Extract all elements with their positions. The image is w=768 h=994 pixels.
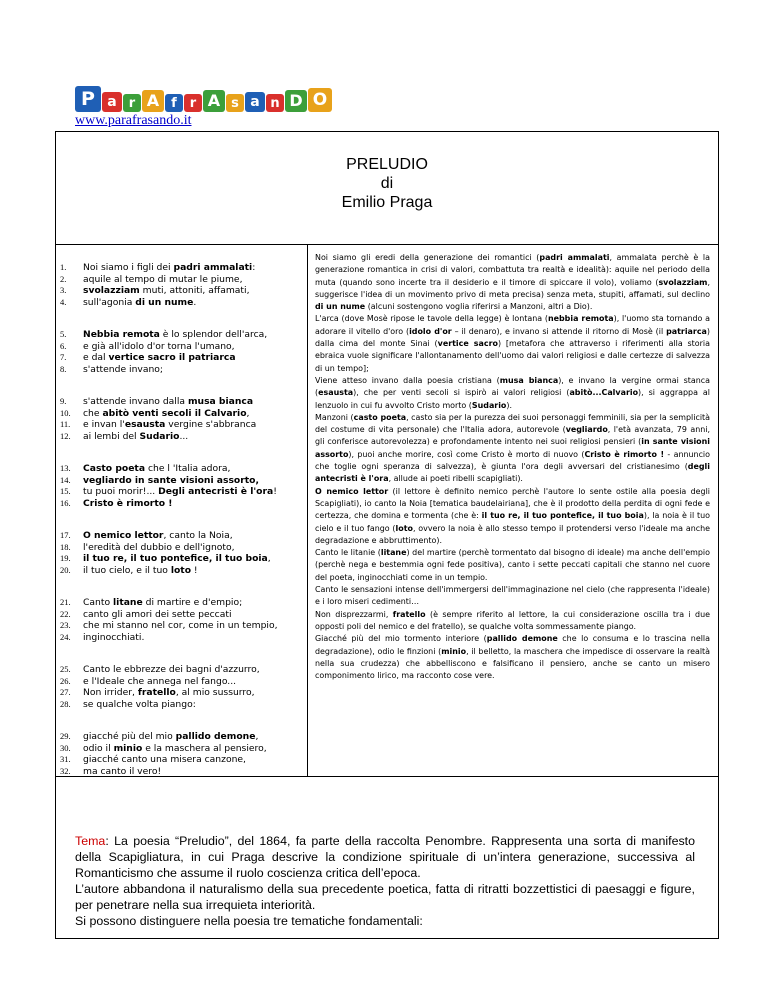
verse-text: giacché canto una misera canzone, [83,754,246,766]
title-di: di [380,175,394,192]
verse-text: odio il minio e la maschera al pensiero, [83,742,267,754]
verse-text: e dal vertice sacro il patriarca [83,352,236,364]
stanza [56,329,306,375]
logo-letter: A [203,90,225,112]
verse-number: 15. [60,486,71,497]
verse-number: 22. [60,608,71,619]
verse-number: 6. [60,340,67,351]
verse-text: tu puoi morir!... Degli antecristi è l'ora! [83,486,277,498]
logo-letter: D [285,90,307,112]
verse-text: e invan l'esausta vergine s'abbranca [83,419,257,431]
verse-line [56,699,306,711]
verse-line [56,486,306,498]
verse-line [56,664,306,676]
verse-line [56,498,306,510]
commentary-paragraph: Canto le sensazioni intense dell'immergersi dell'immaginazione nel cielo (che rappresenta l'ideale) e i loro miseri cedimenti… [315,585,710,607]
tema-section [75,833,695,929]
commentary-paragraph: L'arca (dove Mosè ripose le tavole della legge) è lontana (nebbia remota), l'uomo sta tornando a adorare il vitello d'oro (idolo d'or – il denaro), e invano si attende il ritorno di Mosè (il patriarca) dalla cima del monte Sinai (vertice sacro) [metafora che attraverso i riferimenti alla storia ebraica vuole significare l'allontanamento dell'uomo dai valori religiosi e dalle certezze di salvezza di un tempo]; [315,314,710,373]
verse-text: e già all'idolo d'or torna l'umano, [83,340,235,352]
verse-number: 19. [60,553,71,564]
stanza [56,262,306,308]
stanza [56,463,306,509]
logo-letter: n [266,94,284,112]
verse-number: 16. [60,497,71,508]
verse-line [56,754,306,766]
verse-number: 18. [60,541,71,552]
commentary-paragraph: Canto le litanie (litane) del martire (perchè tormentato dal bisogno di ideale) ma anche dell'empio (perchè nega e bestemmia ogni fede positiva), canto i sette peccati capitali che stanno nel cuore del poeta, inginocchiati come in un tempio. [315,548,710,582]
commentary-paragraph: Manzoni (casto poeta, casto sia per la purezza dei suoi personaggi femminili, sia per la semplicità del costume di vita personale) che l'Italia adora, autorevole (vegliardo, l'età avanzata, 79 anni, gli conferisce autorevolezza) e profondamente intento nei suoi religiosi pensieri (in sante visioni assorto), puoi anche morire, così come Cristo è morto di nuovo (Cristo è rimorto ! - annuncio che toglie ogni speranza di salvezza), è giunta l'ora degli avversari del cristianesimo (degli antecristi è l'ora, allude ai poeti ribelli scapigliati). [315,412,711,484]
logo-letter: s [226,94,244,112]
stanza [56,731,306,777]
verse-line [56,676,306,688]
verse-text: svolazziam muti, attoniti, affamati, [83,285,250,297]
stanza [56,396,306,442]
verse-line [56,553,306,565]
verse-text: che mi stanno nel cor, come in un tempio, [83,620,278,632]
poem-table [55,131,719,939]
verse-text: aquile al tempo di mutar le piume, [83,273,243,285]
verse-number: 5. [60,329,67,339]
logo-letter: O [308,88,332,112]
verse-line [56,731,306,743]
poem-title: PRELUDIO [346,156,428,173]
verse-text: Noi siamo i figli dei padri ammalati: [83,262,256,273]
verse-line [56,396,306,408]
poem-column [56,244,308,777]
commentary-column [307,244,718,777]
stanza [56,664,306,710]
verse-text: Cristo è rimorto ! [83,497,173,509]
logo-letter: a [102,92,122,112]
verse-text: Canto litane di martire e d'empio; [83,597,243,608]
commentary-paragraph: Noi siamo gli eredi della generazione dei romantici (padri ammalati, ammalata perchè è la generazione romantica in crisi di valori, combattuta tra realtà e idealità): aquile nel periodo della muta (quando sono incerte tra il desiderio e il timore di spiccare il volo), voliamo (svolazziam, suggerisce l'idea di un movimento privo di meta precisa) senza meta, stupiti, affamati, sul declino di un nume (alcuni sostengono voglia riferirsi a Manzoni, altri a Dio). [315,253,710,312]
verse-text: sull'agonia di un nume. [83,296,197,308]
logo-letter: P [75,86,101,112]
tema-text: : La poesia “Preludio”, del 1864, fa parte della raccolta Penombre. Rappresenta una sorta di manifesto della Scapigliatura, in cui Praga descrive la condizione spirituale di un’intera generazione, successiva al Romanticismo che assume il ruolo coscienza critica dell’epoca. [75,834,695,880]
logo-letter: A [142,90,164,112]
stanza [56,597,306,643]
verse-line [56,262,306,274]
verse-line [56,542,306,554]
verse-number: 13. [60,463,71,473]
verse-number: 7. [60,352,67,363]
verse-number: 28. [60,698,71,709]
verse-text: ai lembi del Sudario... [83,430,189,442]
verse-text: s'attende invano; [83,363,164,375]
verse-line [56,766,306,778]
verse-line [56,364,306,376]
verse-line [56,408,306,420]
verse-line [56,274,306,286]
verse-line [56,297,306,309]
tema-paragraph-3: Si possono distinguere nella poesia tre tematiche fondamentali: [75,914,423,928]
verse-number: 11. [60,419,71,430]
verse-line [56,743,306,755]
verse-line [56,620,306,632]
verse-number: 20. [60,564,71,575]
verse-number: 21. [60,597,71,607]
commentary-paragraph: Viene atteso invano dalla poesia cristiana (musa bianca), e invano la vergine ormai stanca (esausta), che per venti secoli si ispirò ai valori religiosi (abitò...Calvario), si aggrappa al lenzuolo in cui fu avvolto Cristo morto (Sudario). [315,375,710,410]
verse-line [56,632,306,644]
verse-number: 31. [60,754,71,765]
verse-line [56,530,306,542]
verse-text: il tuo re, il tuo pontefice, il tuo boia, [83,553,271,565]
verse-text: giacché più del mio pallido demone, [83,731,259,742]
verse-text: O nemico lettor, canto la Noia, [83,530,233,541]
verse-number: 2. [60,273,67,284]
verse-text: che abitò venti secoli il Calvario, [83,407,250,419]
verse-text: il tuo cielo, e il tuo loto ! [83,564,198,576]
verse-number: 17. [60,530,71,540]
logo-letter: f [165,94,183,112]
verse-line [56,285,306,297]
verse-line [56,341,306,353]
verse-number: 29. [60,731,71,741]
commentary-text [315,252,710,682]
verse-text: l'eredità del dubbio e dell'ignoto, [83,541,235,553]
verse-number: 23. [60,620,71,631]
verse-number: 4. [60,296,67,307]
verse-number: 30. [60,742,71,753]
verse-line [56,475,306,487]
verse-number: 1. [60,262,67,272]
logo-letter: r [184,94,202,112]
verse-number: 24. [60,631,71,642]
title-cell [56,132,718,245]
verse-number: 8. [60,363,67,374]
verse-text: s'attende invano dalla musa bianca [83,396,254,407]
verse-line [56,565,306,577]
verse-number: 14. [60,474,71,485]
verse-text: Canto le ebbrezze dei bagni d'azzurro, [83,664,260,675]
verse-line [56,609,306,621]
verse-number: 10. [60,407,71,418]
tema-paragraph-1 [75,833,695,881]
verse-line [56,597,306,609]
verse-line [56,431,306,443]
site-link[interactable]: www.parafrasando.it [75,113,192,128]
commentary-paragraph: O nemico lettor (il lettore è definito nemico perchè l'autore lo sente ostile alla poesia degli Scapigliati), io canto la Noia [tematica baudelairiana], che è il prodotto della perdita di ogni fede e certezza, che domina e tormenta (che è: il tuo re, il tuo pontefice, il tuo boia), la noia è il tuo cielo e il tuo fango (loto, ovvero la noia è allo stesso tempo il protendersi verso l'ideale ma anche degradazione e abbruttimento). [315,486,710,545]
logo-letter: a [245,92,265,112]
commentary-paragraph: Non disprezzarmi, fratello (è sempre riferito al lettore, la cui considerazione oscilla tra i due opposti poli del nemico e del fratello), se qualche volta sommessamente piango. [315,609,710,631]
logo-letter: r [123,94,141,112]
verse-line [56,419,306,431]
verse-text: se qualche volta piango: [83,698,196,710]
tema-paragraph-2: L’autore abbandona il naturalismo della sua precedente poetica, fatta di ritratti bozzettistici di paesaggi e figure, per penetrare nella sua irrequieta interiorità. [75,882,695,912]
verse-text: e l'Ideale che annega nel fango... [83,675,237,687]
verse-number: 25. [60,664,71,674]
verse-text: canto gli amori dei sette peccati [83,608,232,620]
author-name: Emilio Praga [341,194,433,211]
verse-text: Nebbia remota è lo splendor dell'arca, [83,329,268,340]
verse-number: 9. [60,396,67,406]
stanza [56,530,306,576]
verse-line [56,329,306,341]
verse-text: Casto poeta che l 'Italia adora, [83,463,231,474]
parafrasando-logo [75,84,333,112]
verse-text: vegliardo in sante visioni assorto, [83,474,259,486]
verse-line [56,463,306,475]
verse-line [56,352,306,364]
verse-number: 27. [60,687,71,698]
verse-text: ma canto il vero! [83,765,162,777]
verse-text: Non irrider, fratello, al mio sussurro, [83,687,255,699]
verse-number: 32. [60,765,71,776]
verse-line [56,687,306,699]
commentary-paragraph: Giacché più del mio tormento interiore (pallido demone che lo consuma e lo trascina nella degradazione), odio le finzioni (minio, il belletto, la maschera che impedisce di osservare la realtà nella sua crudezza) che abbelliscono e falsificano il pensiero, anche se canto un misero componimento lirico, ma racconto cose vere. [315,634,711,681]
verse-number: 3. [60,285,67,296]
verse-number: 26. [60,675,71,686]
verse-number: 12. [60,430,71,441]
verse-text: inginocchiati. [83,631,145,643]
tema-label: Tema [75,834,106,848]
